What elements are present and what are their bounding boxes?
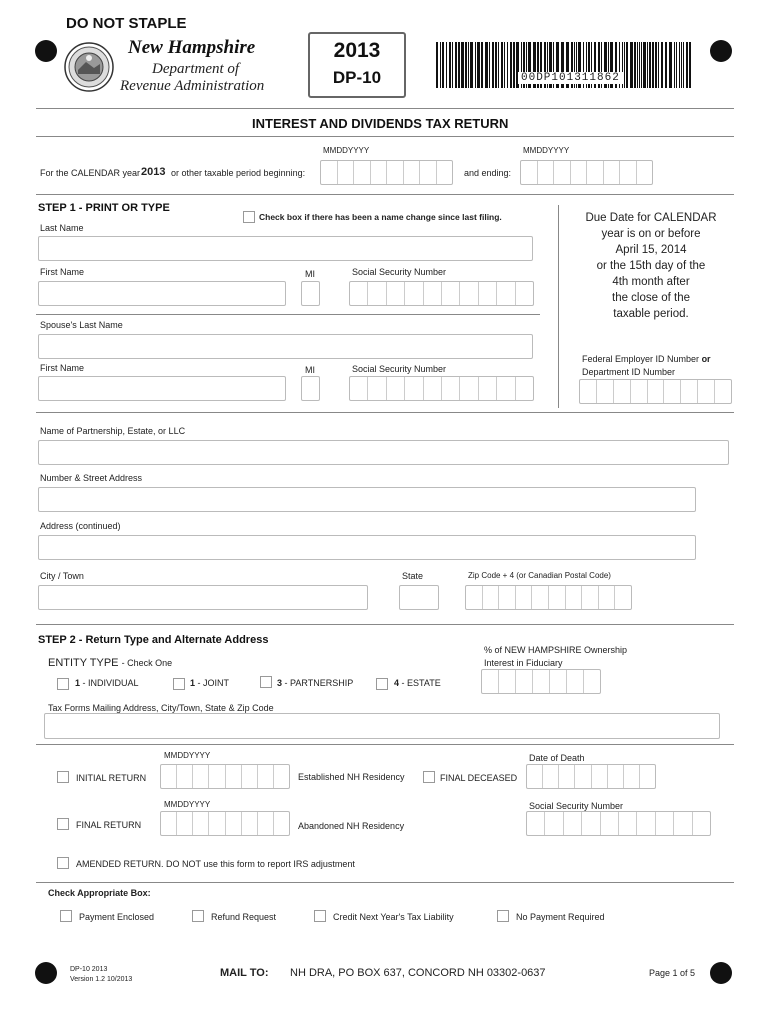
fein-label-text: Federal Employer ID Number [582, 354, 700, 364]
zip-label: Zip Code + 4 (or Canadian Postal Code) [468, 571, 611, 580]
no-payment-required-checkbox[interactable] [497, 910, 509, 922]
date-format-label: MMDDYYYY [523, 146, 570, 155]
barcode-bar [446, 42, 447, 88]
state-input[interactable] [399, 585, 439, 610]
mailing-address-input[interactable] [44, 713, 720, 739]
spouse-ssn-label: Social Security Number [352, 364, 447, 374]
established-residency-label: Established NH Residency [298, 772, 405, 782]
zip-input[interactable] [465, 585, 632, 610]
divider [36, 314, 540, 315]
divider [36, 194, 734, 195]
barcode-bar [639, 42, 640, 88]
spouse-mi-input[interactable] [301, 376, 320, 401]
mi-input[interactable] [301, 281, 320, 306]
spouse-ssn-input[interactable] [349, 376, 534, 401]
address-continued-input[interactable] [38, 535, 696, 560]
column-divider [558, 205, 559, 408]
entity-partnership-label [277, 678, 353, 688]
barcode-bar [686, 42, 688, 88]
entity-text: - ESTATE [401, 678, 441, 688]
barcode-bar [492, 42, 494, 88]
first-name-label: First Name [40, 267, 85, 277]
credit-next-year-label: Credit Next Year's Tax Liability [333, 912, 454, 922]
barcode-bar [681, 42, 682, 88]
initial-return-checkbox[interactable] [57, 771, 69, 783]
form-year: 2013 [333, 39, 381, 62]
barcode-bar [449, 42, 451, 88]
final-return-label: FINAL RETURN [76, 820, 142, 830]
barcode-bar [665, 42, 667, 88]
barcode-bar [643, 42, 646, 88]
barcode-bar [647, 42, 648, 88]
barcode-bar [658, 42, 659, 88]
date-format-label: MMDDYYYY [323, 146, 370, 155]
divider [36, 882, 734, 883]
form-id-box [308, 32, 406, 98]
established-residency-date-field[interactable] [160, 764, 290, 789]
divider [36, 136, 734, 137]
entity-joint-label [190, 678, 229, 688]
period-begin-date-field[interactable] [320, 160, 453, 185]
page-number: Page 1 of 5 [649, 968, 696, 978]
spouse-mi-label: MI [305, 365, 315, 375]
barcode-bar [442, 42, 444, 88]
mail-to-label: MAIL TO: [220, 967, 269, 979]
barcode-bar [481, 42, 483, 88]
dept-line-2: Revenue Administration [120, 78, 265, 94]
initial-return-label: INITIAL RETURN [76, 773, 147, 783]
check-box-heading: Check Appropriate Box: [48, 888, 151, 898]
step1-heading: STEP 1 - PRINT OR TYPE [38, 202, 170, 214]
dept-line-1: Department of [152, 61, 240, 77]
form-code: DP-10 2013 [70, 966, 108, 973]
credit-next-year-checkbox[interactable] [314, 910, 326, 922]
barcode [436, 42, 692, 88]
barcode-bar [495, 42, 497, 88]
street-label: Number & Street Address [40, 473, 143, 483]
ownership-label-2: Interest in Fiduciary [484, 658, 563, 668]
due-date-line: 4th month after [612, 276, 690, 288]
entity-text: - JOINT [197, 678, 230, 688]
barcode-bar [626, 42, 628, 88]
city-label: City / Town [40, 571, 84, 581]
mail-to-address: NH DRA, PO BOX 637, CONCORD NH 03302-0637 [290, 967, 546, 979]
date-of-death-label: Date of Death [529, 753, 585, 763]
entity-num: 3 [277, 678, 283, 688]
barcode-bar [470, 42, 473, 88]
barcode-bar [652, 42, 654, 88]
divider [36, 412, 734, 413]
date-format-label: MMDDYYYY [164, 800, 211, 809]
fein-label [582, 354, 711, 364]
due-date-line: Due Date for CALENDAR [585, 212, 717, 224]
barcode-bar [501, 42, 503, 88]
due-date-line: April 15, 2014 [615, 244, 687, 256]
entity-num: 4 [394, 678, 400, 688]
calendar-year: 2013 [141, 166, 166, 178]
no-payment-required-label: No Payment Required [516, 912, 605, 922]
calendar-prefix: For the CALENDAR year [40, 168, 141, 178]
street-input[interactable] [38, 487, 696, 512]
dept-id-label: Department ID Number [582, 367, 676, 377]
spouse-last-name-label: Spouse's Last Name [40, 320, 123, 330]
entity-num: 1 [190, 678, 196, 688]
do-not-staple: DO NOT STAPLE [66, 15, 187, 32]
fein-or: or [701, 354, 711, 364]
form-title: INTEREST AND DIVIDENDS TAX RETURN [252, 116, 509, 131]
form-version: Version 1.2 10/2013 [70, 976, 133, 983]
entity-individual-label [75, 678, 139, 688]
barcode-bar [475, 42, 476, 88]
spouse-first-name-input[interactable] [38, 376, 286, 401]
abandoned-residency-date-field[interactable] [160, 811, 290, 836]
due-date-note [566, 210, 736, 322]
address-continued-label: Address (continued) [40, 521, 121, 531]
deceased-ssn-input[interactable] [526, 811, 711, 836]
mi-label: MI [305, 269, 315, 279]
state-name: New Hampshire [128, 37, 256, 58]
barcode-bar [630, 42, 633, 88]
ownership-percent-input[interactable] [481, 669, 601, 694]
barcode-bar [440, 42, 441, 88]
entity-individual-checkbox[interactable] [57, 678, 69, 690]
deceased-ssn-label: Social Security Number [529, 801, 624, 811]
entity-estate-label [394, 678, 441, 688]
barcode-bar [436, 42, 438, 88]
barcode-bar [465, 42, 467, 88]
abandoned-residency-label: Abandoned NH Residency [298, 821, 405, 831]
final-return-checkbox[interactable] [57, 818, 69, 830]
barcode-bar [624, 42, 625, 88]
and-ending-label: and ending: [464, 168, 512, 178]
barcode-bar [641, 42, 642, 88]
date-format-label: MMDDYYYY [164, 751, 211, 760]
barcode-bar [504, 42, 505, 88]
last-name-label: Last Name [40, 223, 84, 233]
ssn-input[interactable] [349, 281, 534, 306]
spouse-first-name-label: First Name [40, 363, 85, 373]
barcode-bar [683, 42, 684, 88]
calendar-suffix: or other taxable period beginning: [171, 168, 306, 178]
payment-enclosed-label: Payment Enclosed [79, 912, 155, 922]
barcode-bar [461, 42, 464, 88]
barcode-bar [679, 42, 680, 88]
barcode-bar [485, 42, 488, 88]
due-date-line: year is on or before [601, 228, 701, 240]
name-change-label: Check box if there has been a name change since last filing. [259, 212, 502, 222]
entity-type-label [48, 657, 172, 669]
barcode-bar [455, 42, 457, 88]
barcode-bar [468, 42, 469, 88]
payment-enclosed-checkbox[interactable] [60, 910, 72, 922]
partnership-name-label: Name of Partnership, Estate, or LLC [40, 426, 186, 436]
barcode-bar [655, 42, 657, 88]
barcode-bar [477, 42, 480, 88]
punch-hole-icon [710, 40, 732, 62]
ownership-label-1: % of NEW HAMPSHIRE Ownership [484, 645, 628, 655]
form-id: DP-10 [332, 68, 382, 87]
partnership-name-input[interactable] [38, 440, 729, 465]
barcode-bar [661, 42, 663, 88]
date-of-death-field[interactable] [526, 764, 656, 789]
last-name-input[interactable] [38, 236, 533, 261]
final-deceased-checkbox[interactable] [423, 771, 435, 783]
barcode-bar [498, 42, 499, 88]
divider [36, 624, 734, 625]
mailing-address-label: Tax Forms Mailing Address, City/Town, State & Zip Code [48, 703, 274, 713]
entity-num: 1 [75, 678, 81, 688]
barcode-bar [649, 42, 651, 88]
entity-type-text: ENTITY TYPE [48, 657, 119, 669]
divider [36, 744, 734, 745]
barcode-bar [634, 42, 636, 88]
barcode-bar [676, 42, 677, 88]
period-end-date-field[interactable] [520, 160, 653, 185]
city-input[interactable] [38, 585, 368, 610]
fein-input[interactable] [579, 379, 732, 404]
barcode-bar [489, 42, 490, 88]
barcode-bar [452, 42, 453, 88]
spouse-last-name-input[interactable] [38, 334, 533, 359]
refund-request-checkbox[interactable] [192, 910, 204, 922]
barcode-bar [510, 42, 512, 88]
entity-partnership-checkbox[interactable] [260, 676, 272, 688]
barcode-bar [458, 42, 460, 88]
refund-request-label: Refund Request [211, 912, 277, 922]
barcode-bar [674, 42, 675, 88]
barcode-text: 00DP101311862 [518, 72, 623, 84]
due-date-line: the close of the [612, 292, 690, 304]
divider [36, 108, 734, 109]
punch-hole-icon [35, 40, 57, 62]
due-date-line: taxable period. [613, 308, 689, 320]
check-one-text: - Check One [121, 658, 173, 668]
punch-hole-icon [710, 962, 732, 984]
ssn-label: Social Security Number [352, 267, 447, 277]
state-seal-icon [64, 42, 114, 92]
entity-text: - INDIVIDUAL [82, 678, 139, 688]
state-label: State [402, 571, 424, 581]
barcode-bar [637, 42, 638, 88]
first-name-input[interactable] [38, 281, 286, 306]
entity-joint-checkbox[interactable] [173, 678, 185, 690]
barcode-bar [507, 42, 508, 88]
barcode-bar [513, 42, 515, 88]
name-change-checkbox[interactable] [243, 211, 255, 223]
amended-return-label: AMENDED RETURN. DO NOT use this form to report IRS adjustment [76, 859, 355, 869]
barcode-bar [669, 42, 672, 88]
punch-hole-icon [35, 962, 57, 984]
barcode-bar [689, 42, 691, 88]
step2-heading: STEP 2 - Return Type and Alternate Address [38, 634, 269, 646]
amended-return-checkbox[interactable] [57, 857, 69, 869]
final-deceased-label: FINAL DECEASED [440, 773, 518, 783]
entity-text: - PARTNERSHIP [284, 678, 354, 688]
due-date-line: or the 15th day of the [596, 260, 706, 272]
entity-estate-checkbox[interactable] [376, 678, 388, 690]
